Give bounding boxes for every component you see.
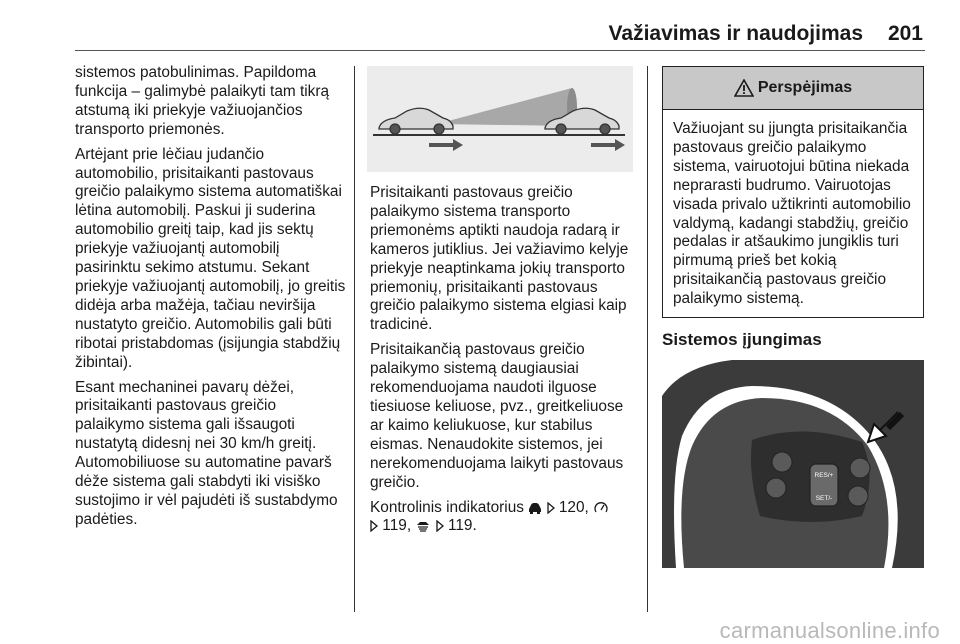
speed-limiter-button (772, 452, 792, 472)
paragraph: Prisitaikančią pastovaus greičio palaikymo sistemą daugiausiai rekomenduojama naudoti ilguose tiesiuose keliuose, pvz., greitkeliuose ar kaimo keliukuose, kur stabilus eismas. Nenaudokite sistemos, jei nerekomenduojama laikyti pastovaus greičio. (370, 341, 624, 491)
warning-header (663, 67, 923, 110)
cancel-button (848, 486, 868, 506)
warning-text: Važiuojant su įjungta prisitaikančia pastovaus greičio palaikymo sistema, vairuotojui būtina niekada neprarasti budrumo. Vairuotojas visada privalo užtikrinti automobilio valdymą, kadangi stabdžių, greičio pedalas ir atšaukimo jungiklis turi pirmumą prieš bet kokią prisitaikančią pastovaus greičio palaikymo sistemą. (673, 120, 911, 308)
paragraph: sistemos patobulinimas. Papildoma funkcija – galimybė palaikyti tam tikrą atstumą iki priekyje važiuojančios transporto priemonės. (75, 64, 330, 138)
page-reference-arrow-icon (370, 520, 378, 532)
header-divider (75, 50, 925, 51)
warning-title: Perspėjimas (757, 79, 853, 96)
column-1 (75, 64, 347, 536)
res-label: RES/+ (814, 472, 834, 479)
paragraph: Esant mechaninei pavarų dėžei, prisitaikanti pastovaus greičio palaikymo sistema gali išsaugoti nustatytą didesnį nei 30 km/h greitį. Automobiliuose su automatine pavarš dėže sistema gali stabdyti iki visiško sustojimo ir vėl pajudėti iš sustabdymo padėties. (75, 378, 338, 528)
steering-wheel-illustration (662, 356, 924, 568)
car-indicator-icon (528, 502, 542, 514)
distance-indicator-icon (415, 520, 431, 532)
page-number: 201 (887, 22, 923, 45)
radar-illustration (367, 66, 633, 172)
reference-page: 120, (558, 498, 589, 516)
indicator-prefix: Kontrolinis indikatorius (370, 498, 524, 516)
distance-button (850, 458, 870, 478)
page-reference-arrow-icon (547, 502, 555, 514)
indicator-reference (370, 499, 634, 537)
column-2 (370, 184, 634, 542)
cruise-control-indicator-icon (593, 502, 609, 514)
page-reference-arrow-icon (436, 520, 444, 532)
reference-page: 119. (447, 517, 477, 535)
warning-triangle-icon (734, 79, 754, 97)
watermark: carmanualsonline.info (719, 618, 940, 643)
warning-box (662, 66, 924, 318)
column-divider-left (354, 66, 355, 612)
set-label: SET/- (815, 495, 833, 502)
reference-page: 119, (382, 517, 412, 535)
paragraph: Artėjant prie lėčiau judančio automobilio, prisitaikanti pastovaus greičio palaikymo sistema automatiškai lėtina automobilį. Paskui ji suderina automobilio greitį taip, kad jis sektų priekyje važiuojantį automobilį pasirinktu sekimo atstumu. Sekant priekyje važiuojantį automobilį, jo greitis didėja arba mažėja, tačiau neviršija nustatyto greičio. Automobilis gali būti ribotai pristabdomas (įsijungia stabdžių žibintai). (75, 145, 346, 371)
column-divider-right (647, 66, 648, 612)
section-title: Sistemos įjungimas (662, 330, 822, 349)
cruise-mode-button (766, 478, 786, 498)
paragraph: Prisitaikanti pastovaus greičio palaikymo sistema transporto priemonėms aptikti naudoja radarą ir kameros jutiklius. Jei važiavimo kelyje priekyje neaptinkama jokių transporto priemonių, prisitaikanti pastovaus greičio palaikymo sistema elgiasi kaip tradicinė. (370, 184, 629, 334)
page-header-title: Važiavimas ir naudojimas (608, 22, 863, 45)
